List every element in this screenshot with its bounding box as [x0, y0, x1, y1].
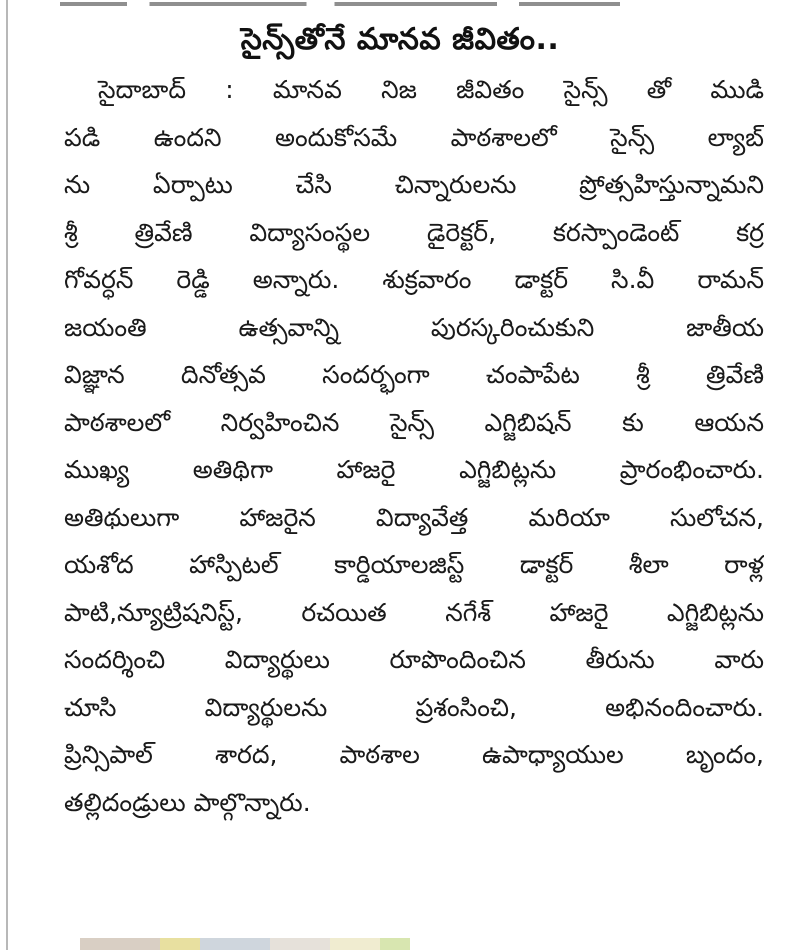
article-headline: సైన్స్‌తోనే మానవ జీవితం.. [240, 22, 560, 57]
article-line: విజ్ఞాన దినోత్సవ సందర్భంగా చంపాపేట శ్రీ త్రివేణి [64, 360, 764, 389]
article-body [64, 66, 764, 826]
article-line: పడి ఉందని అందుకోసమే పాఠశాలలో సైన్స్ ల్యాబ్ [64, 122, 764, 152]
cropped-previous-line [60, 0, 620, 12]
article-line: శ్రీ త్రివేణి విద్యాసంస్థల డైరెక్టర్, కరస్పాండెంట్ కర్ర [64, 217, 764, 247]
article-line: జయంతి ఉత్సవాన్ని పురస్కరించుకుని జాతీయ [64, 312, 764, 342]
article-line: ముఖ్య అతిథిగా హాజరై ఎగ్జిబిట్లను ప్రారంభించారు. [64, 455, 764, 484]
article-line: చూసి విద్యార్థులను ప్రశంసించి, అభినందించారు. [64, 692, 764, 722]
article-line: ప్రిన్సిపాల్ శారద, పాఠశాల ఉపాధ్యాయుల బృందం, [64, 740, 764, 769]
cropped-photo-strip [80, 938, 530, 950]
article-line: యశోద హాస్పిటల్ కార్డియాలజిస్ట్ డాక్టర్ శీలా రాళ్ల [64, 550, 764, 579]
article-line: తల్లిదండ్రులు పాల్గొన్నారు. [64, 787, 311, 817]
article-line: పాటి,న్యూట్రిషనిస్ట్, రచయిత నగేశ్ హాజరై ఎగ్జిబిట్లను [64, 597, 764, 627]
article-line: ను ఏర్పాటు చేసి చిన్నారులను ప్రోత్సహిస్తున్నామని [64, 170, 764, 199]
column-divider [6, 0, 8, 950]
article-line: సందర్శించి విద్యార్థులు రూపొందించిన తీరును వారు [64, 645, 764, 674]
article-line: గోవర్ధన్ రెడ్డి అన్నారు. శుక్రవారం డాక్టర్ సి.వీ రామన్ [64, 265, 764, 294]
article-line: అతిథులుగా హాజరైన విద్యావేత్త మరియా సులోచన, [64, 502, 764, 532]
article-line: సైదాబాద్ : మానవ నిజ జీవితం సైన్స్ తో ముడి [98, 75, 764, 104]
article-line: పాఠశాలలో నిర్వహించిన సైన్స్ ఎగ్జిబిషన్ కు ఆయన [64, 407, 764, 437]
